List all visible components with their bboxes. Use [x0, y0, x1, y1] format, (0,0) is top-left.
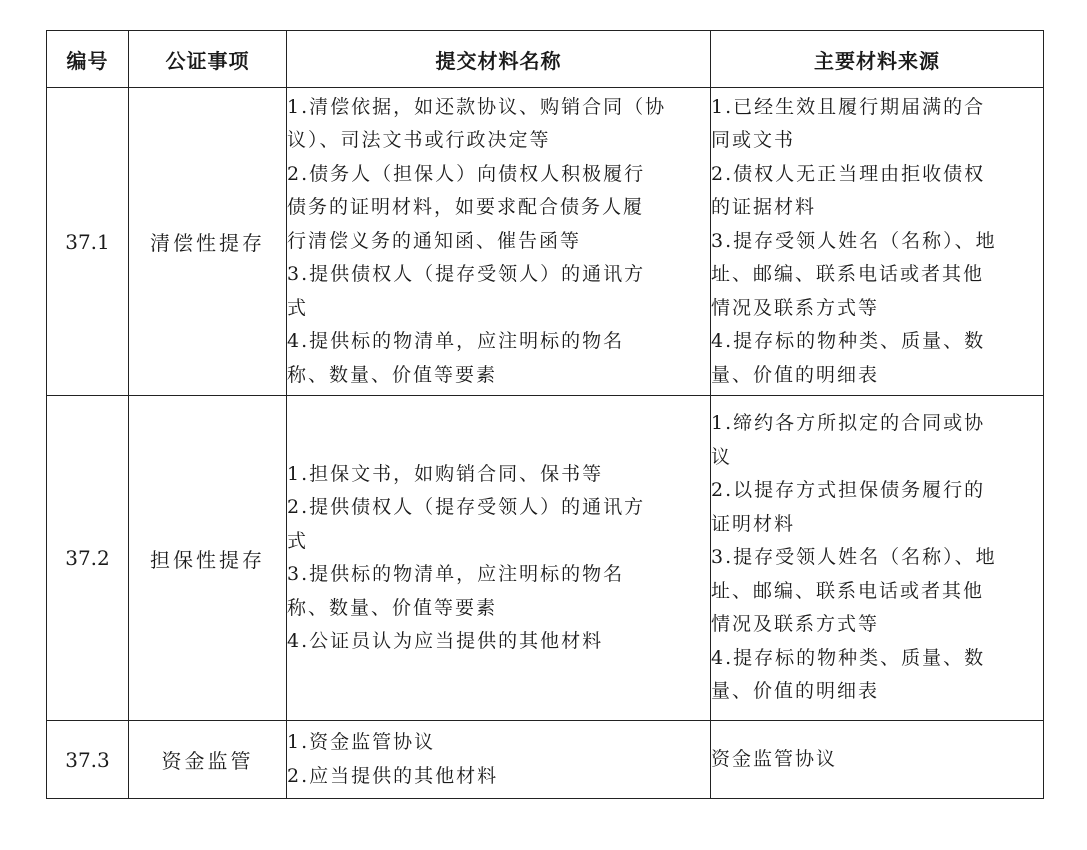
materials-line: 3.提供债权人（提存受领人）的通讯方	[287, 263, 646, 286]
materials-line: 2.债务人（担保人）向债权人积极履行	[287, 162, 646, 185]
materials-line: 2.应当提供的其他材料	[287, 764, 499, 787]
materials-line: 称、数量、价值等要素	[287, 596, 498, 619]
row-item: 清偿性提存	[129, 88, 287, 396]
materials-cell	[287, 721, 711, 799]
row-id: 37.2	[47, 396, 129, 721]
materials-line: 议）、司法文书或行政决定等	[287, 129, 551, 152]
sources-cell	[711, 88, 1044, 396]
header-sources: 主要材料来源	[711, 31, 1044, 88]
row-id: 37.3	[47, 721, 129, 799]
sources-line: 4.提存标的物种类、质量、数	[711, 646, 986, 669]
row-item: 担保性提存	[129, 396, 287, 721]
table-row	[47, 88, 1044, 396]
sources-line: 2.以提存方式担保债务履行的	[711, 479, 986, 502]
sources-line: 3.提存受领人姓名（名称）、地	[711, 229, 997, 252]
sources-cell	[711, 396, 1044, 721]
materials-line: 1.资金监管协议	[287, 731, 436, 753]
materials-line: 3.提供标的物清单，应注明标的物名	[287, 563, 625, 585]
sources-line: 2.债权人无正当理由拒收债权	[711, 162, 986, 185]
sources-line: 量、价值的明细表	[711, 363, 880, 386]
sources-line: 情况及联系方式等	[711, 613, 880, 636]
materials-line: 4.公证员认为应当提供的其他材料	[287, 630, 604, 652]
sources-line: 址、邮编、联系电话或者其他	[711, 263, 985, 286]
materials-line: 1.清偿依据，如还款协议、购销合同（协	[287, 95, 667, 118]
materials-table	[46, 30, 1044, 799]
sources-line: 议	[711, 445, 733, 468]
materials-line: 1.担保文书，如购销合同、保书等	[287, 462, 604, 485]
sources-line: 1.已经生效且履行期届满的合	[711, 95, 986, 118]
sources-line: 量、价值的明细表	[711, 680, 880, 703]
header-item: 公证事项	[129, 31, 287, 88]
table-row	[47, 396, 1044, 721]
materials-line: 式	[287, 296, 309, 319]
table-row	[47, 721, 1044, 799]
sources-line: 的证据材料	[711, 196, 817, 219]
sources-line: 情况及联系方式等	[711, 296, 880, 319]
materials-cell	[287, 88, 711, 396]
materials-line: 行清偿义务的通知函、催告函等	[287, 229, 582, 252]
header-id: 编号	[47, 31, 129, 88]
materials-line: 2.提供债权人（提存受领人）的通讯方	[287, 496, 646, 518]
sources-line: 4.提存标的物种类、质量、数	[711, 330, 986, 353]
row-id: 37.1	[47, 88, 129, 396]
sources-line: 3.提存受领人姓名（名称）、地	[711, 546, 997, 569]
materials-line: 称、数量、价值等要素	[287, 363, 498, 386]
materials-line: 4.提供标的物清单，应注明标的物名	[287, 330, 625, 353]
header-row	[47, 31, 1044, 88]
sources-line: 同或文书	[711, 129, 796, 152]
sources-line: 址、邮编、联系电话或者其他	[711, 579, 985, 602]
sources-cell	[711, 721, 1044, 799]
materials-cell	[287, 396, 711, 721]
materials-line: 债务的证明材料，如要求配合债务人履	[287, 196, 645, 219]
sources-line: 1.缔约各方所拟定的合同或协	[711, 412, 986, 435]
sources-line: 资金监管协议	[711, 747, 838, 770]
materials-line: 式	[287, 529, 309, 552]
sources-line: 证明材料	[711, 512, 796, 535]
header-materials: 提交材料名称	[287, 31, 711, 88]
row-item: 资金监管	[129, 721, 287, 799]
